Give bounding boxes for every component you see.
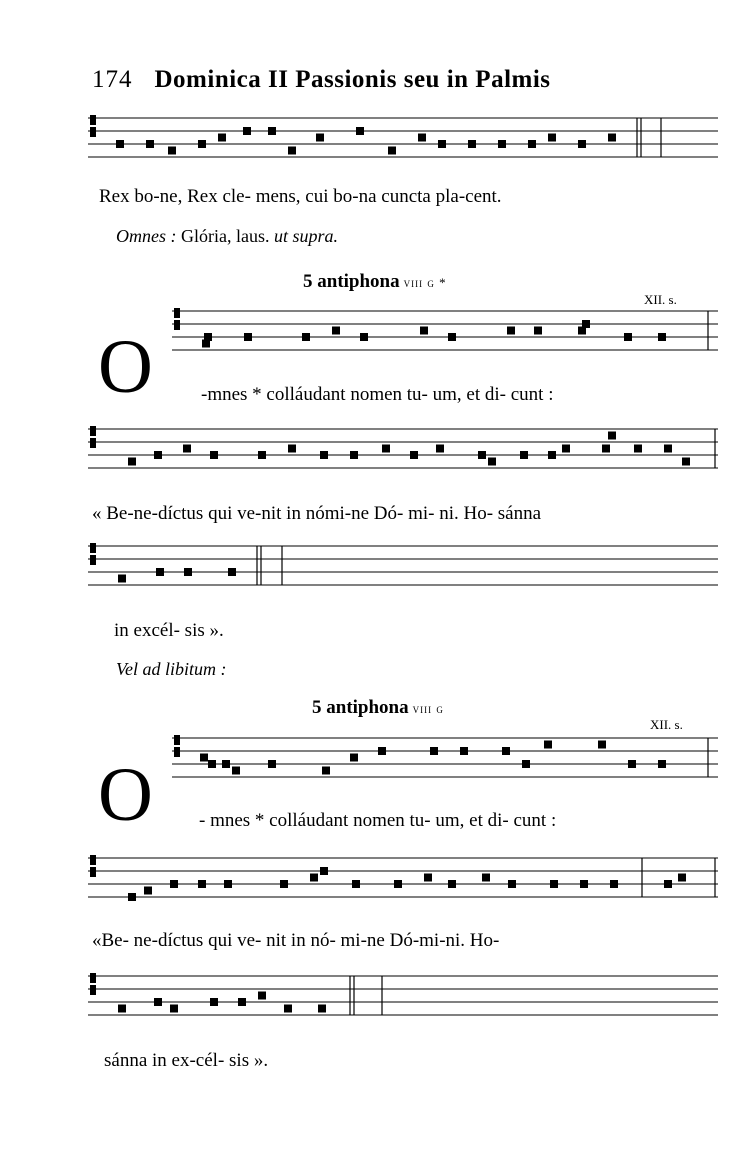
antiphon-1-lyrics-1: -mnes * colláudant nomen tu- um, et di- cunt : (201, 384, 554, 405)
staff-7 (88, 970, 718, 1034)
staff-1 (88, 112, 718, 176)
neume (388, 147, 396, 155)
neume (360, 333, 368, 341)
neume (288, 445, 296, 453)
antiphon-2-lyrics-3: sánna in ex-cél- sis ». (104, 1050, 269, 1071)
neume (198, 140, 206, 148)
neume (534, 327, 542, 335)
antiphon-1-lyrics-3: in excél- sis ». (114, 620, 224, 641)
rubric-omnes-text: Glória, laus. (176, 226, 270, 246)
neume (436, 445, 444, 453)
neume (548, 451, 556, 459)
antiphon-2-label: 5 antiphona (312, 697, 409, 718)
neume (232, 767, 240, 775)
neume (268, 760, 276, 768)
antiphon-2-lyrics-2: «Be- ne-díctus qui ve- nit in nó- mi-ne Dó-mi-ni. Ho- (92, 930, 500, 951)
staff-2 (172, 305, 718, 369)
clef-icon-lower (90, 985, 96, 995)
neume (210, 451, 218, 459)
antiphon-1-mode: viii g * (403, 275, 447, 290)
neume (318, 1005, 326, 1013)
neume (528, 140, 536, 148)
neume (562, 445, 570, 453)
neume (610, 880, 618, 888)
neume (350, 451, 358, 459)
antiphon-2-century: XII. s. (650, 717, 683, 732)
neume (520, 451, 528, 459)
neume (238, 998, 246, 1006)
neume (144, 887, 152, 895)
antiphon-1-lyrics-2: « Be-ne-díctus qui ve-nit in nómi-ne Dó- mi- ni. Ho- sánna (92, 503, 542, 524)
clef-icon (174, 308, 180, 318)
neume (224, 880, 232, 888)
clef-icon (90, 855, 96, 865)
antiphon-2-title (312, 697, 444, 719)
page-header (92, 66, 551, 94)
clef-icon-lower (90, 867, 96, 877)
neume (678, 874, 686, 882)
neume (460, 747, 468, 755)
neume (320, 451, 328, 459)
neume (608, 432, 616, 440)
neume (624, 333, 632, 341)
neume (578, 140, 586, 148)
neume (356, 127, 364, 135)
neume (170, 880, 178, 888)
rubric-ad-libitum-text: Vel ad libitum : (116, 659, 227, 679)
neume (410, 451, 418, 459)
clef-icon-lower (174, 747, 180, 757)
neume (378, 747, 386, 755)
neume (284, 1005, 292, 1013)
antiphon-2-mode: viii g (412, 701, 444, 716)
neume (258, 451, 266, 459)
neume (258, 992, 266, 1000)
neume (302, 333, 310, 341)
clef-icon (90, 115, 96, 125)
staff-6 (88, 852, 718, 916)
antiphon-2-initial: O (98, 753, 153, 837)
neume (156, 568, 164, 576)
neume (448, 333, 456, 341)
neume (168, 147, 176, 155)
lyrics-line-1: Rex bo-ne, Rex cle- mens, cui bo-na cuncta pla-cent. (99, 186, 502, 207)
rubric-omnes (116, 226, 338, 247)
page-number: 174 (92, 66, 133, 93)
neume (350, 754, 358, 762)
neume (118, 1005, 126, 1013)
neume (658, 760, 666, 768)
neume (602, 445, 610, 453)
antiphon-1-label: 5 antiphona (303, 271, 400, 292)
neume (208, 760, 216, 768)
neume (184, 568, 192, 576)
neume (608, 134, 616, 142)
page-title: Dominica II Passionis seu in Palmis (154, 66, 551, 93)
neume (243, 127, 251, 135)
neume (116, 140, 124, 148)
neume (664, 445, 672, 453)
neume (482, 874, 490, 882)
neume (438, 140, 446, 148)
neume (118, 575, 126, 583)
staff-5 (172, 732, 718, 796)
neume (448, 880, 456, 888)
rubric-omnes-italic: Omnes : (116, 226, 177, 246)
neume (128, 458, 136, 466)
neume (478, 451, 486, 459)
neume (352, 880, 360, 888)
neume (183, 445, 191, 453)
neume (508, 880, 516, 888)
neume (210, 998, 218, 1006)
antiphon-1-century: XII. s. (644, 292, 677, 307)
neume (544, 741, 552, 749)
neume (394, 880, 402, 888)
clef-icon (174, 735, 180, 745)
neume (418, 134, 426, 142)
neume (382, 445, 390, 453)
neume (424, 874, 432, 882)
neume (146, 140, 154, 148)
neume (488, 458, 496, 466)
neume (522, 760, 530, 768)
neume (222, 760, 230, 768)
neume (310, 874, 318, 882)
neume (498, 140, 506, 148)
neume (204, 333, 212, 341)
rubric-ut-supra: ut supra. (269, 226, 338, 246)
neume (200, 754, 208, 762)
neume (198, 880, 206, 888)
rubric-ad-libitum (116, 659, 227, 680)
neume (316, 134, 324, 142)
neume (507, 327, 515, 335)
neume (228, 568, 236, 576)
neume (322, 767, 330, 775)
neume (658, 333, 666, 341)
neume (598, 741, 606, 749)
neume (634, 445, 642, 453)
clef-icon (90, 543, 96, 553)
clef-icon-lower (90, 555, 96, 565)
neume (468, 140, 476, 148)
antiphon-1-title (303, 271, 447, 293)
staff-3 (88, 423, 718, 487)
neume (580, 880, 588, 888)
antiphon-1-initial: O (98, 325, 153, 409)
neume (550, 880, 558, 888)
clef-icon-lower (90, 438, 96, 448)
neume (628, 760, 636, 768)
neume (332, 327, 340, 335)
neume (244, 333, 252, 341)
neume (430, 747, 438, 755)
neume (682, 458, 690, 466)
neume (170, 1005, 178, 1013)
neume (420, 327, 428, 335)
neume (502, 747, 510, 755)
neume (664, 880, 672, 888)
neume (154, 998, 162, 1006)
neume (280, 880, 288, 888)
clef-icon-lower (174, 320, 180, 330)
neume (218, 134, 226, 142)
neume (268, 127, 276, 135)
staff-4 (88, 540, 718, 604)
clef-icon-lower (90, 127, 96, 137)
clef-icon (90, 973, 96, 983)
neume (128, 893, 136, 901)
neume (154, 451, 162, 459)
neume (548, 134, 556, 142)
neume (582, 320, 590, 328)
antiphon-2-lyrics-1: - mnes * colláudant nomen tu- um, et di- cunt : (199, 810, 557, 831)
neume (288, 147, 296, 155)
clef-icon (90, 426, 96, 436)
neume (320, 867, 328, 875)
